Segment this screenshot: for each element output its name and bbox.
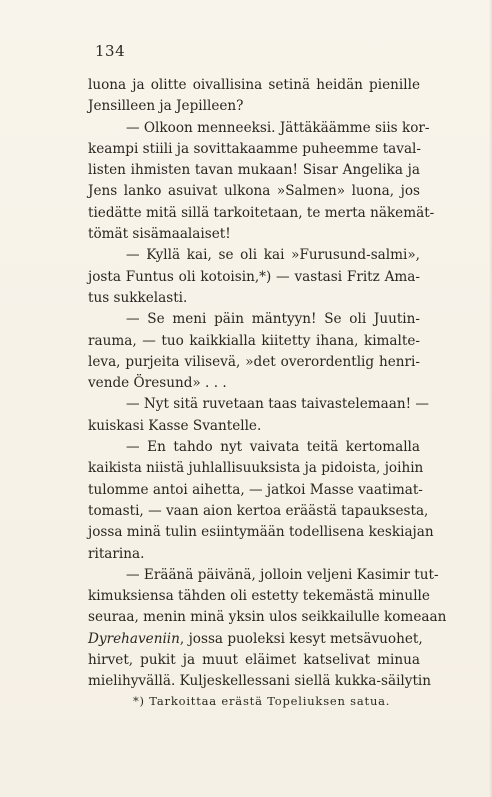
- text-line: tiedätte mitä sillä tarkoitetaan, te merta näkemät-: [88, 204, 435, 221]
- text-line: kaikista niistä juhlallisuuksista ja pidoista, joihin: [88, 460, 424, 477]
- text-line: — Se meni päin mäntyyn! Se oli Juutin-: [126, 311, 420, 328]
- text-line: leva, purjeita vilisevä, »det overordentlig henri-: [88, 353, 420, 370]
- text-line: keampi stiili ja sovittakaamme puheemme taval-: [88, 140, 421, 157]
- text-line: tomasti, — vaan aion kertoa eräästä tapauksesta,: [88, 502, 429, 519]
- text-line: Jensilleen ja Jepilleen?: [88, 98, 244, 115]
- text-line: kuiskasi Kasse Svantelle.: [88, 417, 262, 434]
- text-line: luona ja olitte oivallisina setinä heidän pienille: [88, 77, 420, 93]
- text-line: listen ihmisten tavan mukaan! Sisar Angelika ja: [88, 162, 420, 179]
- text-line: — En tahdo nyt vaivata teitä kertomalla: [126, 439, 420, 456]
- text-line: Jens lanko asuivat ulkona »Salmen» luona, jos: [88, 183, 420, 200]
- text-line: — Olkoon menneeksi. Jättäkäämme siis kor-: [126, 119, 430, 136]
- text-line: josta Funtus oli kotoisin,*) — vastasi Fritz Ama-: [88, 268, 420, 285]
- text-line: hirvet, pukit ja muut eläimet katselivat minua: [88, 652, 420, 669]
- text-line: tulomme antoi aihetta, — jatkoi Masse vaatimat-: [88, 481, 423, 498]
- italic-place-name: Dyrehaveniin: [88, 630, 180, 647]
- text-line: vende Öresund» . . .: [88, 375, 227, 392]
- page-number: 134: [95, 42, 126, 60]
- footnote: *) Tarkoittaa erästä Topeliuksen satua.: [133, 694, 391, 708]
- text-line: — Nyt sitä ruvetaan taas taivastelemaan! —: [126, 396, 429, 413]
- text-line: rauma, — tuo kaikkialla kiitetty ihana, kimalte-: [88, 332, 420, 349]
- text-line: tus sukkelasti.: [88, 289, 188, 306]
- text-line: Dyrehaveniin, jossa puoleksi kesyt metsävuohet,: [88, 630, 423, 647]
- text-line: seuraa, menin minä yksin ulos seikkailulle komeaan: [88, 609, 447, 626]
- text-line: ritarina.: [88, 545, 145, 562]
- text-line: kimuksiensa tähden oli estetty tekemästä minulle: [88, 588, 430, 605]
- text-line: tömät sisämaalaiset!: [88, 226, 231, 243]
- text-line: jossa minä tulin esiintymään todellisena keskiajan: [88, 524, 434, 541]
- text-line: — Kyllä kai, se oli kai »Furusund-salmi»,: [126, 247, 420, 264]
- text-line: mielihyvällä. Kuljeskellessani siellä kukka-säilytin: [88, 673, 432, 690]
- text-line: — Eräänä päivänä, jolloin veljeni Kasimir tut-: [126, 566, 439, 583]
- body-text: [88, 75, 447, 693]
